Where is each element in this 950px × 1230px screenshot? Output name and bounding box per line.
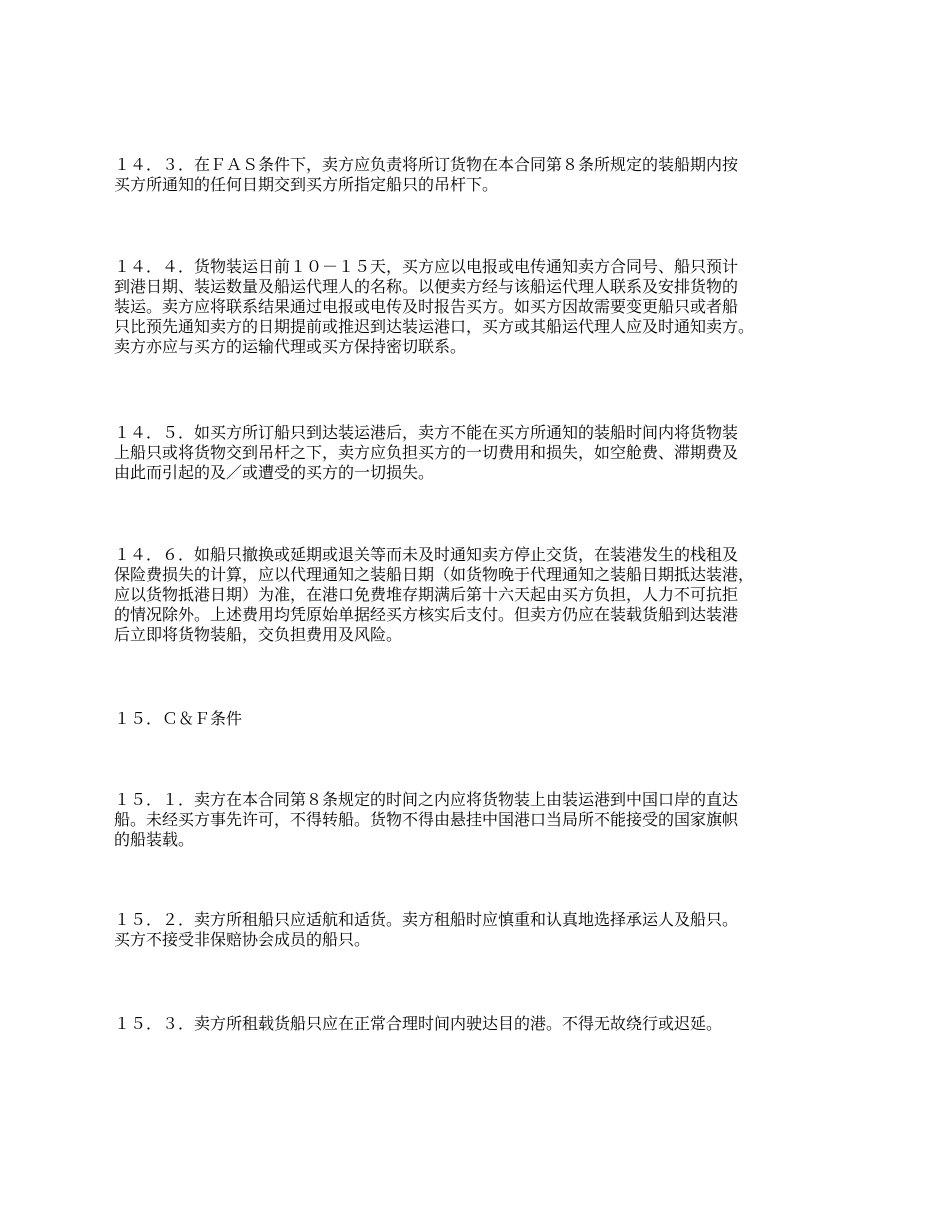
clause-14-3: １４．３．在ＦＡＳ条件下，卖方应负责将所订货物在本合同第８条所规定的装船期内按 买方所通知的任何日期交到买方所指定船只的吊杆下。 — [114, 155, 739, 194]
section-heading-15: １５．Ｃ＆Ｆ条件 — [114, 709, 243, 728]
clause-15-2: １５．２．卖方所租船只应适航和适货。卖方租船时应慎重和认真地选择承运人及船只。 买方不接受非保赔协会成员的船只。 — [114, 910, 739, 949]
clause-14-6: １４．６．如船只撤换或延期或退关等而未及时通知卖方停止交货，在装港发生的栈租及 保险费损失的计算，应以代理通知之装船日期（如货物晚于代理通知之装船日期抵达装港， 应以货物抵港日期）为准，在港口免费堆存期满后第十六天起由买方负担，人力不可抗拒 的情况除外。上述费用均凭原始单据经买方核实后支付。但卖方仍应在装载货船到达装港 后立即将货物装船，交负担费用及风险。 — [114, 545, 755, 644]
clause-15-3: １５．３．卖方所租载货船只应在正常合理时间内驶达目的港。不得无故绕行或迟延。 — [114, 1014, 723, 1033]
clause-15-1: １５．１．卖方在本合同第８条规定的时间之内应将货物装上由装运港到中国口岸的直达 船。未经买方事先许可，不得转船。货物不得由悬挂中国港口当局所不能接受的国家旗帜 的船装载。 — [114, 790, 739, 849]
clause-14-4: １４．４．货物装运日前１０－１５天，买方应以电报或电传通知卖方合同号、船只预计 到港日期、装运数量及船运代理人的名称。以便卖方经与该船运代理人联系及安排货物的 装运。卖方应将联系结果通过电报或电传及时报告买方。如买方因故需要变更船只或者船 只比预先通知卖方的日期提前或推迟到达装运港口，买方或其船运代理人应及时通知卖方。 卖方亦应与买方的运输代理或买方保持密切联系。 — [114, 257, 755, 356]
clause-14-5: １４．５．如买方所订船只到达装运港后，卖方不能在买方所通知的装船时间内将货物装 上船只或将货物交到吊杆之下，卖方应负担买方的一切费用和损失，如空舱费、滞期费及 由此而引起的及／或遭受的买方的一切损失。 — [114, 423, 739, 482]
